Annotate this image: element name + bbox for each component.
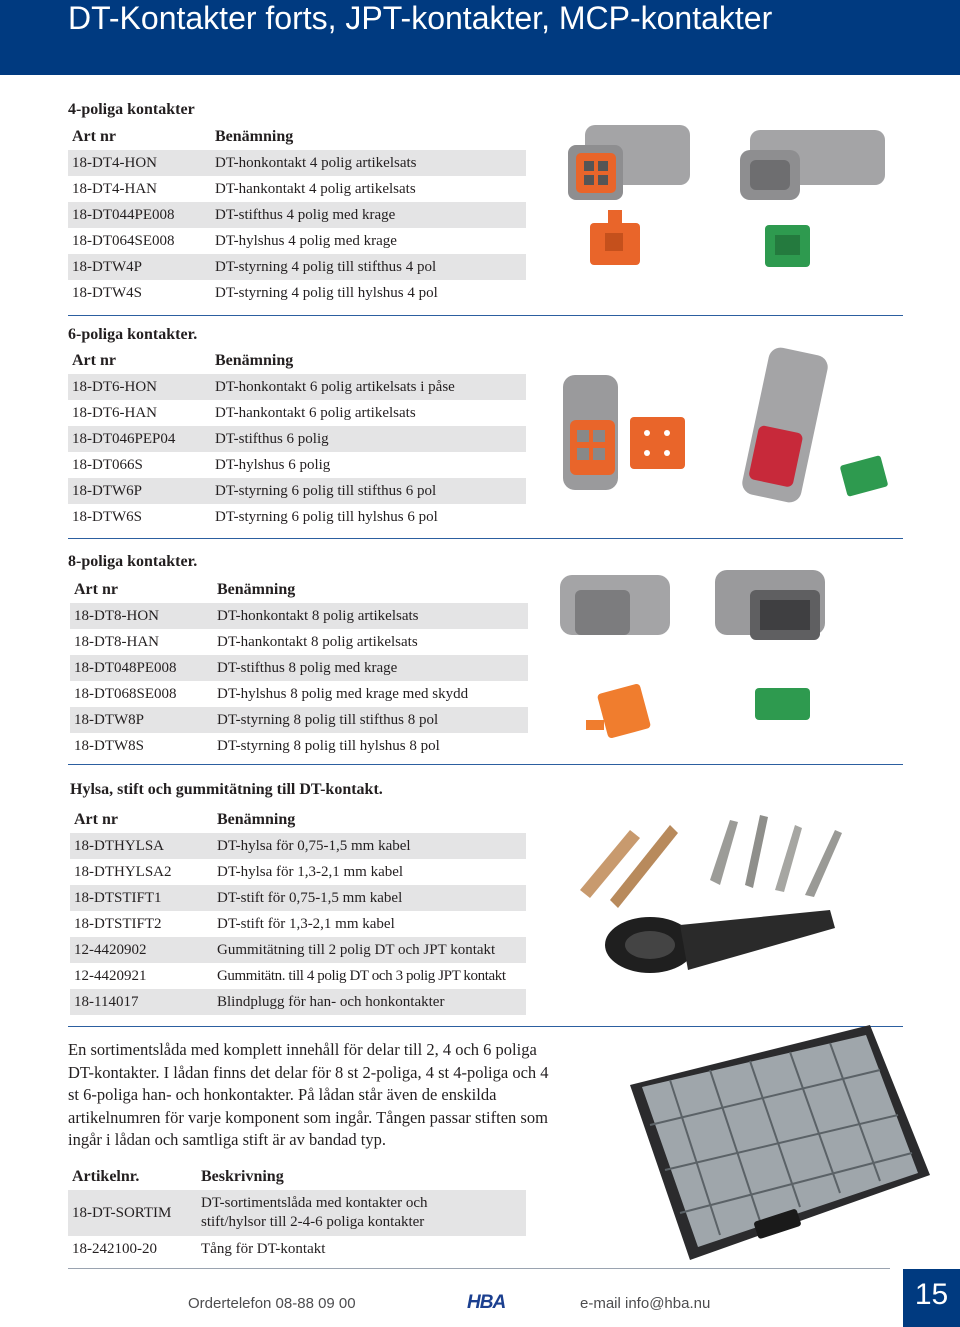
benamning: DT-hylsa för 0,75-1,5 mm kabel (213, 833, 526, 859)
connector-6pol-photo (555, 345, 895, 505)
art-nr: 18-DT6-HAN (72, 404, 157, 421)
dt4-orange-wedge (590, 210, 640, 265)
beskrivning (197, 1190, 526, 1236)
connector-8pol-photo (550, 560, 890, 750)
terminal-pins (580, 815, 842, 908)
table-row (70, 681, 528, 707)
table-row (68, 254, 526, 280)
art-nr: 18-DTW6P (68, 478, 211, 504)
benamning: DT-honkontakt 4 polig artikelsats (211, 150, 526, 176)
section-divider (68, 538, 903, 539)
assortment-box (630, 1025, 930, 1260)
header-benamning: Benämning (217, 811, 296, 828)
table-row (70, 989, 526, 1015)
table-row (70, 629, 528, 655)
benamning: DT-hylshus 8 polig med krage med skydd (217, 685, 469, 702)
benamning: Gummitätning till 2 polig DT och JPT kontakt (213, 937, 526, 963)
table-row (70, 911, 526, 937)
table-row (68, 150, 526, 176)
header-benamning: Benämning (217, 581, 296, 598)
benamning: DT-hylshus 6 polig (215, 456, 331, 473)
benamning: DT-hylsa för 1,3-2,1 mm kabel (217, 863, 404, 880)
table-row (68, 1190, 526, 1236)
art-nr: 18-DT066S (72, 456, 143, 473)
section-title-6pol: 6-poliga kontakter. (68, 326, 198, 343)
table-row (68, 426, 526, 452)
benamning: Blindplugg för han- och honkontakter (213, 989, 526, 1015)
benamning: DT-stift för 1,3-2,1 mm kabel (217, 915, 395, 932)
art-nr: 18-DTSTIFT1 (70, 885, 213, 911)
dt4-male-connector (740, 130, 885, 200)
art-nr: 18-DT8-HON (70, 603, 213, 629)
art-nr: 18-DTW4S (72, 284, 142, 301)
benamning: DT-styrning 8 polig till hylshus 8 pol (217, 737, 440, 754)
art-nr: 18-DTW4P (68, 254, 211, 280)
table-hylsa (70, 807, 526, 1015)
table-row (68, 374, 526, 400)
header-artnr: Art nr (72, 128, 116, 145)
art-nr: 18-114017 (70, 989, 213, 1015)
table-header (68, 124, 526, 150)
art-nr: 18-DTW8P (70, 707, 213, 733)
benamning: DT-stifthus 4 polig med krage (211, 202, 526, 228)
dt4-female-connector (568, 125, 690, 200)
art-nr: 18-DT-SORTIM (68, 1190, 197, 1236)
assortment-box-photo (620, 1025, 940, 1270)
table-row (70, 885, 526, 911)
section-divider (68, 315, 903, 316)
benamning: DT-honkontakt 6 polig artikelsats i påse (211, 374, 526, 400)
table-row (68, 478, 526, 504)
header-artnr: Art nr (74, 581, 118, 598)
page-header (0, 0, 960, 75)
header-artnr: Art nr (72, 352, 116, 369)
table-row (68, 228, 526, 254)
section-title-4pol: 4-poliga kontakter (68, 101, 195, 118)
dt6-female-connector (563, 375, 618, 490)
dt4-green-wedge (765, 225, 810, 267)
table-row (68, 400, 526, 426)
header-benamning: Benämning (215, 352, 294, 369)
footer-phone: Ordertelefon 08-88 09 00 (188, 1295, 356, 1312)
table-row (70, 707, 528, 733)
table-row (70, 655, 528, 681)
benamning: DT-styrning 4 polig till hylshus 4 pol (215, 284, 438, 301)
table-row (70, 603, 528, 629)
art-nr: 18-242100-20 (72, 1240, 157, 1257)
beskrivning-line: stift/hylsor till 2-4-6 poliga kontakter (201, 1214, 425, 1230)
art-nr: 18-DT4-HAN (72, 180, 157, 197)
art-nr: 18-DT068SE008 (74, 685, 177, 702)
section-title-8pol: 8-poliga kontakter. (68, 553, 198, 570)
benamning: DT-styrning 6 polig till stifthus 6 pol (211, 478, 526, 504)
header-artikelnr: Artikelnr. (72, 1168, 140, 1185)
header-artnr: Art nr (74, 811, 118, 828)
dt8-orange-wedge (586, 683, 651, 739)
art-nr: 18-DTHYLSA2 (74, 863, 172, 880)
benamning: Gummitätn. till 4 polig DT och 3 polig JPT kontakt (217, 967, 506, 984)
page-title: DT-Kontakter forts, JPT-kontakter, MCP-kontakter (68, 0, 773, 36)
art-nr: 18-DT048PE008 (70, 655, 213, 681)
table-header (70, 807, 526, 833)
art-nr: 18-DT6-HON (68, 374, 211, 400)
table-row (70, 859, 526, 885)
table-row (68, 202, 526, 228)
connector-4pol-photo (560, 115, 900, 280)
hba-logo: HBA (467, 1292, 506, 1313)
dt6-male-connector (740, 345, 830, 504)
section-divider (68, 764, 903, 765)
table-6pol (68, 348, 526, 530)
art-nr: 12-4420921 (74, 967, 147, 984)
assortment-paragraph: En sortimentslåda med komplett innehåll för delar till 2, 4 och 6 poliga DT-kontakter. I lådan finns det delar för 8 st 2-poliga, 4 st 4-poliga och 4 st 6-poliga han- och honkontakter. På lådan står även de enskilda artikelnumren för varje komponent som ingår. Tången passar stiften som ingår i lådan och samtliga stift är av bandad typ. (68, 1040, 549, 1150)
benamning: DT-stifthus 6 polig (211, 426, 526, 452)
benamning: DT-hankontakt 6 polig artikelsats (215, 404, 416, 421)
table-row (70, 833, 526, 859)
dt8-male-connector (560, 575, 670, 635)
beskrivning: Tång för DT-kontakt (201, 1240, 326, 1257)
dt6-green-wedge (840, 455, 889, 497)
art-nr: 18-DTW8S (74, 737, 144, 754)
table-row (70, 733, 528, 759)
benamning: DT-hankontakt 4 polig artikelsats (215, 180, 416, 197)
table-row (70, 963, 526, 989)
table-4pol (68, 124, 526, 306)
benamning: DT-hankontakt 8 polig artikelsats (217, 633, 418, 650)
art-nr: 18-DT4-HON (68, 150, 211, 176)
art-nr: 18-DTHYLSA (70, 833, 213, 859)
art-nr: 18-DT046PEP04 (68, 426, 211, 452)
benamning: DT-stifthus 8 polig med krage (213, 655, 528, 681)
benamning: DT-styrning 8 polig till stifthus 8 pol (213, 707, 528, 733)
footer-divider (68, 1268, 890, 1269)
benamning: DT-stift för 0,75-1,5 mm kabel (213, 885, 526, 911)
table-assortment (68, 1164, 526, 1262)
table-row (68, 452, 526, 478)
art-nr: 18-DTSTIFT2 (74, 915, 162, 932)
section-title-hylsa: Hylsa, stift och gummitätning till DT-kontakt. (70, 781, 383, 798)
art-nr: 12-4420902 (70, 937, 213, 963)
benamning: DT-hylshus 4 polig med krage (215, 232, 397, 249)
footer-email[interactable]: e-mail info@hba.nu (580, 1295, 711, 1312)
dt6-orange-wedge (630, 417, 685, 469)
beskrivning-line: DT-sortimentslåda med kontakter och (201, 1195, 428, 1211)
table-header (68, 1164, 526, 1190)
pins-and-seal-photo (570, 800, 900, 1010)
art-nr: 18-DT044PE008 (68, 202, 211, 228)
art-nr: 18-DTW6S (72, 508, 142, 525)
table-row (68, 504, 526, 530)
table-row (68, 1236, 526, 1262)
page-number: 15 (903, 1269, 960, 1327)
art-nr: 18-DT8-HAN (74, 633, 159, 650)
header-benamning: Benämning (215, 128, 294, 145)
table-row (70, 937, 526, 963)
header-beskrivning: Beskrivning (201, 1168, 284, 1185)
art-nr: 18-DT064SE008 (72, 232, 175, 249)
table-header (68, 348, 526, 374)
benamning: DT-honkontakt 8 polig artikelsats (213, 603, 528, 629)
table-header (70, 577, 528, 603)
benamning: DT-styrning 6 polig till hylshus 6 pol (215, 508, 438, 525)
table-row (68, 176, 526, 202)
benamning: DT-styrning 4 polig till stifthus 4 pol (211, 254, 526, 280)
table-row (68, 280, 526, 306)
rubber-seal (605, 910, 835, 973)
table-8pol (70, 577, 528, 759)
dt8-green-wedge (755, 688, 810, 720)
dt8-female-connector (715, 570, 825, 640)
